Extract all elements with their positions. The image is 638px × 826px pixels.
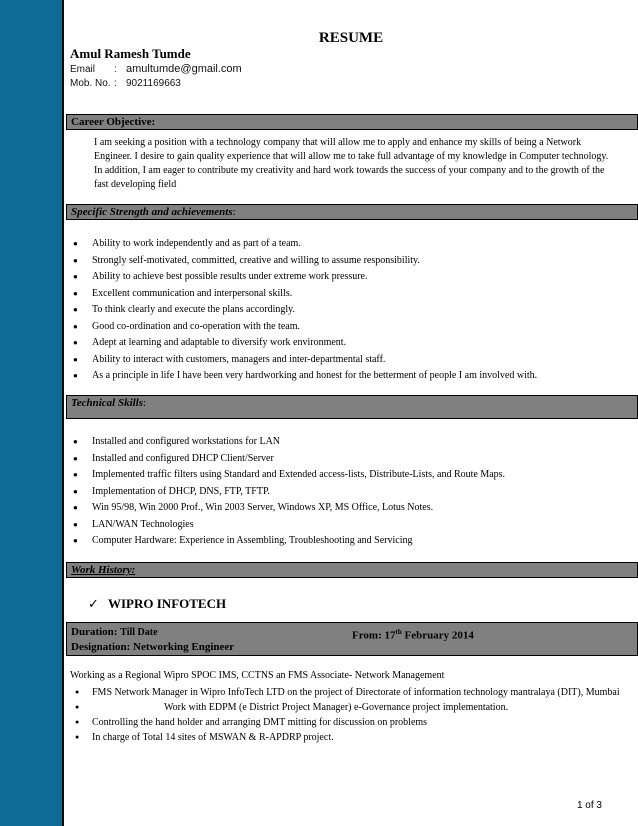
list-item: ● To think clearly and execute the plans accordingly. (64, 302, 624, 319)
page-number: 1 of 3 (576, 800, 602, 811)
work-history-heading-text: Work History: (71, 564, 136, 576)
designation-label: Designation: (71, 641, 131, 653)
list-item: ● Strongly self-motivated, committed, creative and willing to assume responsibility. (64, 253, 624, 270)
duration-band (66, 622, 638, 656)
list-item: ● Work with EDPM (e District Project Manager) e-Governance project implementation. (64, 701, 624, 714)
strengths-heading-text: Specific Strength and achievements (71, 206, 233, 218)
list-item: ● Win 95/98, Win 2000 Prof., Win 2003 Server, Windows XP, MS Office, Lotus Notes. (64, 500, 624, 517)
list-item: ● Excellent communication and interpersonal skills. (64, 286, 624, 303)
list-item: ● Ability to achieve best possible results under extreme work pressure. (64, 269, 624, 286)
company-name: WIPRO INFOTECH (108, 596, 227, 611)
work-intro: Working as a Regional Wipro SPOC IMS, CCTNS an FMS Associate- Network Management (70, 670, 445, 681)
list-item: ● Implemented traffic filters using Standard and Extended access-lists, Distribute-Lists, and Route Maps. (64, 467, 624, 484)
resume-page (64, 0, 638, 826)
list-item: ● Ability to interact with customers, managers and inter-departmental staff. (64, 352, 624, 369)
list-item: ● Adept at learning and adaptable to diversify work environment. (64, 335, 624, 352)
mobile-value: 9021169663 (126, 78, 181, 89)
designation-value: Networking Engineer (133, 641, 235, 653)
strengths-heading: Specific Strength and achievements: (66, 204, 638, 220)
email-label: Email (70, 64, 96, 75)
list-item: ● Computer Hardware: Experience in Assembling, Troubleshooting and Servicing (64, 533, 624, 550)
list-item: ● FMS Network Manager in Wipro InfoTech LTD on the project of Directorate of information technology mantralaya (DIT), Mumbai (64, 686, 624, 699)
list-item: ● Implementation of DHCP, DNS, FTP, TFTP. (64, 484, 624, 501)
list-item: ● Ability to work independently and as part of a team. (64, 236, 624, 253)
checkmark-icon: ✓ (88, 597, 99, 612)
work-history-heading (66, 562, 638, 578)
career-objective-heading: Career Objective: (66, 114, 638, 130)
duration-label: Duration: (71, 626, 118, 638)
technical-skills-heading-text: Technical Skills (71, 397, 144, 409)
technical-skills-heading: Technical Skills: (66, 395, 638, 419)
email-value: amultumde@gmail.com (126, 63, 242, 75)
company-name-row (88, 596, 226, 612)
strengths-list (64, 236, 624, 385)
candidate-name: Amul Ramesh Tumde (70, 46, 191, 61)
list-item: ● As a principle in life I have been very hardworking and honest for the betterment of people I am involved with. (64, 368, 624, 385)
work-duties-list (64, 686, 624, 746)
list-item: ● In charge of Total 14 sites of MSWAN & R-APDRP project. (64, 731, 624, 744)
email-row: Email : amultumde@gmail.com (70, 63, 242, 75)
list-item: ● Controlling the hand holder and arranging DMT mitting for discussion on problems (64, 716, 624, 729)
list-item: ● Installed and configured DHCP Client/Server (64, 451, 624, 468)
from-date: From: 17th February 2014 (352, 628, 474, 642)
career-objective-text: I am seeking a position with a technology company that will allow me to apply and enhance my skills of being a Network Engineer. I desire to gain quality experience that will allow me to take full advantage of my knowledge in Computer technology. In addition, I am eager to contribute my creativity and hard work towards the success of your company and to the growth of the fast developing field (94, 137, 609, 190)
left-color-bar (0, 0, 64, 826)
duration-value: Till Date (120, 627, 158, 638)
list-item: ● Installed and configured workstations for LAN (64, 434, 624, 451)
list-item: ● LAN/WAN Technologies (64, 517, 624, 534)
mobile-label: Mob. No. (70, 78, 111, 89)
mobile-row: Mob. No. : 9021169663 (70, 78, 181, 89)
resume-title: RESUME (318, 30, 384, 46)
technical-skills-list (64, 434, 624, 550)
list-item: ● Good co-ordination and co-operation with the team. (64, 319, 624, 336)
